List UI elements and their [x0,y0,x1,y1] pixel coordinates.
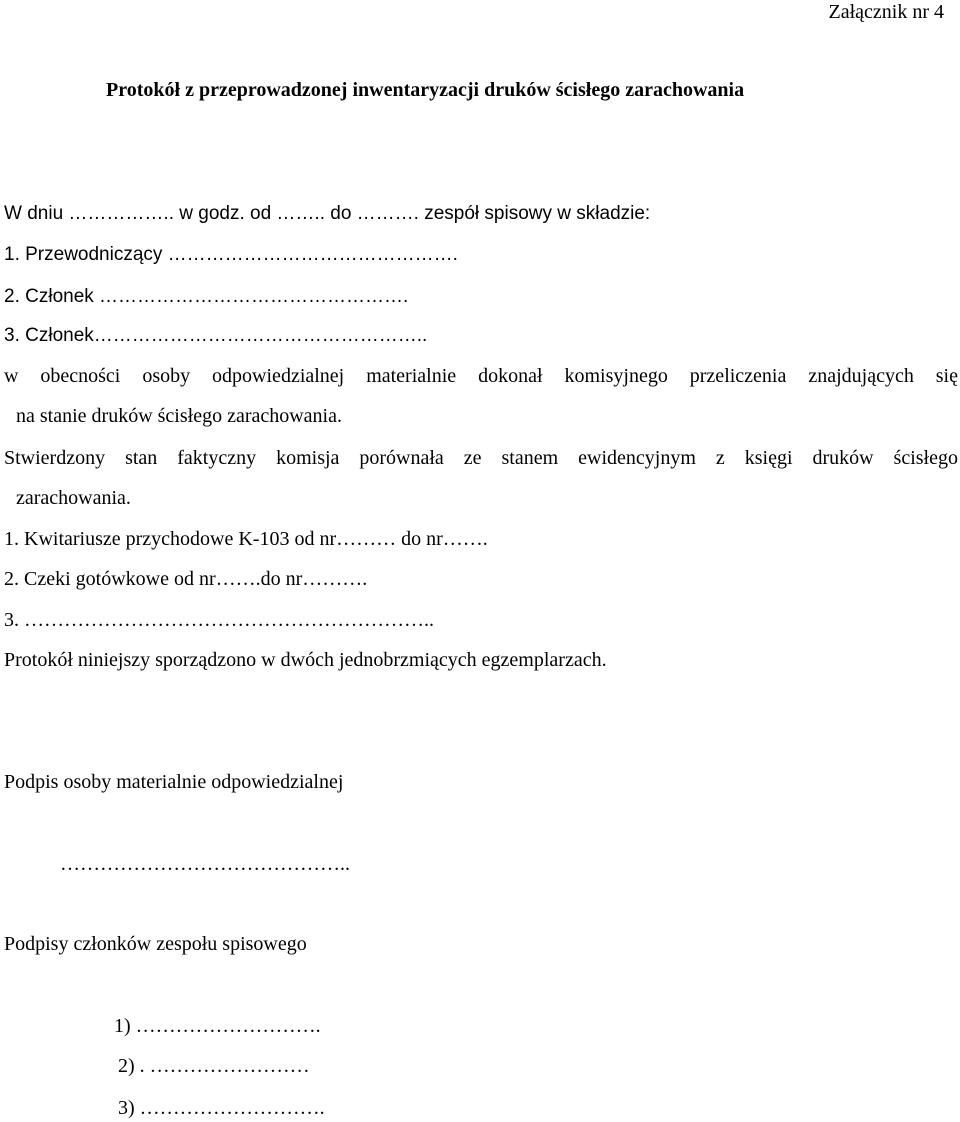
responsible-signature-line: …………………………………….. [60,853,350,875]
date-time-line: W dniu …………….. w godz. od …….. do ………. zespół spisowy w składzie: [4,203,651,224]
blank-item-3: 3. …………………………………………………….. [4,609,434,631]
presence-paragraph-line2: na stanie druków ścisłego zarachowania. [16,405,342,427]
presence-paragraph-line1: w obecności osoby odpowiedzialnej materialnie dokonał komisyjnego przeliczenia znajdujących się [4,365,958,387]
closing-statement: Protokół niniejszy sporządzono w dwóch jednobrzmiących egzemplarzach. [4,649,607,671]
responsible-signature-label: Podpis osoby materialnie odpowiedzialnej [4,771,344,793]
cash-checks-item: 2. Czeki gotówkowe od nr…….do nr………. [4,568,368,590]
comparison-paragraph-line1: Stwierdzony stan faktyczny komisja porównała ze stanem ewidencyjnym z księgi druków ścisłego [4,447,958,469]
document-title: Protokół z przeprowadzonej inwentaryzacji druków ścisłego zarachowania [106,79,745,101]
team-signature-line-1: 1) ………………………. [114,1015,321,1037]
team-signature-line-3: 3) ………………………. [118,1097,325,1119]
receipt-books-item: 1. Kwitariusze przychodowe K-103 od nr……… do nr……. [4,528,488,550]
comparison-paragraph-line2: zarachowania. [16,487,131,509]
team-member-3: 3. Członek…………………………………………….. [4,325,428,346]
attachment-number: Załącznik nr 4 [828,1,944,23]
team-member-2: 2. Członek …………………………………………. [4,286,409,307]
team-member-chair: 1. Przewodniczący ………………………………………. [4,244,458,265]
team-signature-line-2: 2) . …………………… [118,1055,310,1077]
team-signatures-label: Podpisy członków zespołu spisowego [4,933,307,955]
